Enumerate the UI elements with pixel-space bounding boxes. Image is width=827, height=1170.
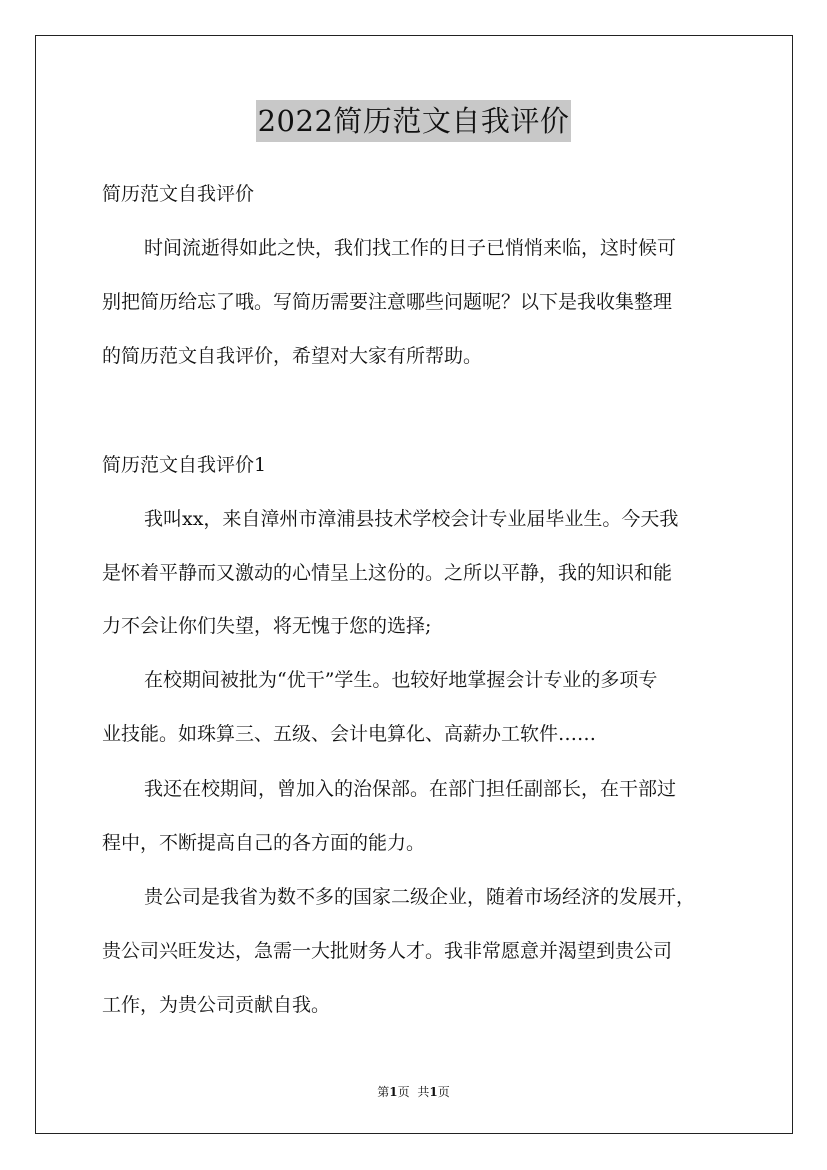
- paragraph-line: 别把简历给忘了哦。写简历需要注意哪些问题呢？以下是我收集整理: [102, 291, 673, 313]
- page-suffix: 页: [397, 1085, 410, 1099]
- page-prefix: 第: [377, 1085, 390, 1099]
- paragraph-line: 的简历范文自我评价，希望对大家有所帮助。: [102, 345, 483, 367]
- total-suffix: 页: [437, 1085, 450, 1099]
- paragraph-line: 我叫xx，来自漳州市漳浦县技术学校会计专业届毕业生。今天我: [144, 508, 679, 530]
- paragraph-line: 贵公司兴旺发达，急需一大批财务人才。我非常愿意并渴望到贵公司: [102, 940, 673, 962]
- paragraph-line: 在校期间被批为“优干”学生。也较好地掌握会计专业的多项专: [144, 669, 658, 691]
- paragraph-line: 是怀着平静而又激动的心情呈上这份的。之所以平静，我的知识和能: [102, 562, 673, 584]
- section-heading: 简历范文自我评价1: [102, 454, 267, 476]
- paragraph-line: 时间流逝得如此之快，我们找工作的日子已悄悄来临，这时候可: [144, 237, 677, 259]
- paragraph-line: 贵公司是我省为数不多的国家二级企业，随着市场经济的发展开，: [144, 886, 696, 908]
- paragraph-line: 业技能。如珠算三、五级、会计电算化、高薪办工软件……: [102, 723, 597, 745]
- total-prefix: 共: [417, 1085, 430, 1099]
- document-title: 2022简历范文自我评价: [256, 100, 572, 142]
- paragraph-line: 程中，不断提高自己的各方面的能力。: [102, 832, 426, 854]
- page-number: 1: [389, 1085, 398, 1099]
- section-heading: 简历范文自我评价: [102, 183, 255, 205]
- page-footer: [0, 1084, 827, 1100]
- title-container: [0, 100, 827, 142]
- paragraph-line: 我还在校期间，曾加入的治保部。在部门担任副部长，在干部过: [144, 778, 677, 800]
- paragraph-line: 力不会让你们失望，将无愧于您的选择;: [102, 615, 432, 637]
- total-number: 1: [429, 1085, 438, 1099]
- paragraph-line: 工作，为贵公司贡献自我。: [102, 994, 331, 1016]
